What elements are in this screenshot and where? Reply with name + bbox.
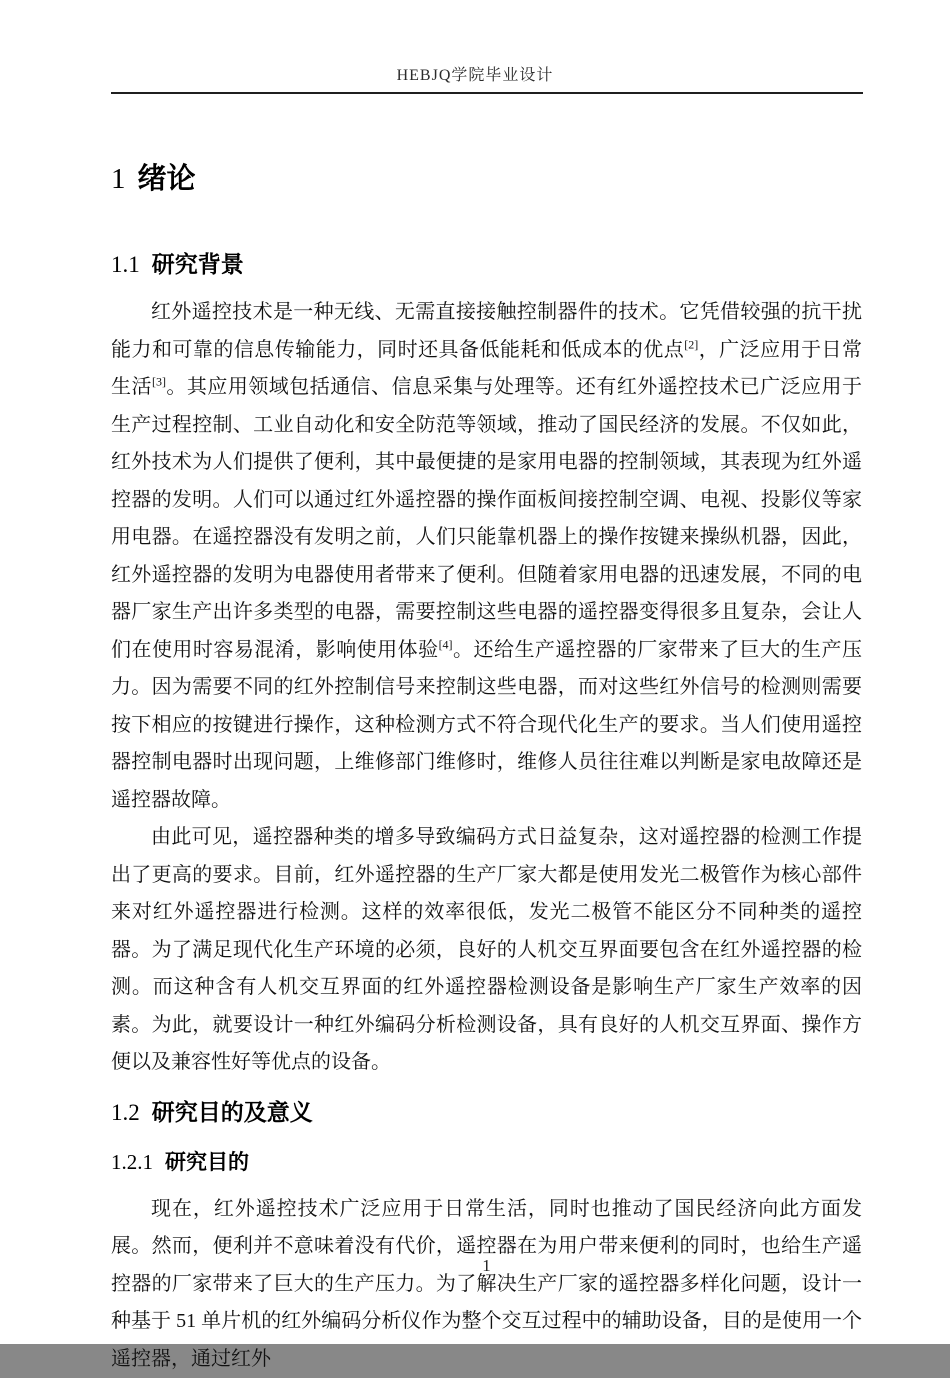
subsection-number-1-2-1: 1.2.1: [111, 1150, 153, 1174]
document-body: [111, 162, 862, 1378]
chapter-title: 绪论: [138, 163, 196, 195]
citation-superscript: [4]: [439, 637, 453, 651]
paragraph-research-background-2: 由此可见，遥控器种类的增多导致编码方式日益复杂，这对遥控器的检测工作提出了更高的要求。目前，红外遥控器的生产厂家大都是使用发光二极管作为核心部件来对红外遥控器进行检测。这样的效率很低，发光二极管不能区分不同种类的遥控器。为了满足现代化生产环境的必须，良好的人机交互界面要包含在红外遥控器的检测。而这种含有人机交互界面的红外遥控器检测设备是影响生产厂家生产效率的因素。为此，就要设计一种红外编码分析检测设备，具有良好的人机交互界面、操作方便以及兼容性好等优点的设备。: [111, 819, 862, 1082]
paragraph-research-purpose-1: 现在，红外遥控技术广泛应用于日常生活，同时也推动了国民经济向此方面发展。然而，便利并不意味着没有代价，遥控器在为用户带来便利的同时，也给生产遥控器的厂家带来了巨大的生产压力。为了解决生产厂家的遥控器多样化问题，设计一种基于 51 单片机的红外编码分析仪作为整个交互过程中的辅助设备，目的是使用一个遥控器，通过红外: [111, 1191, 862, 1378]
section-heading-1-2: [111, 1098, 862, 1127]
section-number-1-1: 1.1: [111, 252, 140, 277]
chapter-number: 1: [111, 163, 126, 195]
paragraph-research-background-1: 红外遥控技术是一种无线、无需直接接触控制器件的技术。它凭借较强的抗干扰能力和可靠的信息传输能力，同时还具备低能耗和低成本的优点[2]，广泛应用于日常生活[3]。其应用领域包括通信、信息采集与处理等。还有红外遥控技术已广泛应用于生产过程控制、工业自动化和安全防范等领域，推动了国民经济的发展。不仅如此，红外技术为人们提供了便利，其中最便捷的是家用电器的控制领域，其表现为红外遥控器的发明。人们可以通过红外遥控器的操作面板间接控制空调、电视、投影仪等家用电器。在遥控器没有发明之前，人们只能靠机器上的操作按键来操纵机器，因此，红外遥控器的发明为电器使用者带来了便利。但随着家用电器的迅速发展，不同的电器厂家生产出许多类型的电器，需要控制这些电器的遥控器变得很多且复杂，会让人们在使用时容易混淆，影响使用体验[4]。还给生产遥控器的厂家带来了巨大的生产压力。因为需要不同的红外控制信号来控制这些电器，而对这些红外信号的检测则需要按下相应的按键进行操作，这种检测方式不符合现代化生产的要求。当人们使用遥控器控制电器时出现问题，上维修部门维修时，维修人员往往难以判断是家电故障还是遥控器故障。: [111, 294, 862, 819]
section-heading-1-1: [111, 250, 862, 279]
subsection-heading-1-2-1: [111, 1149, 862, 1176]
header-rule: [111, 92, 863, 94]
section-title-1-1: 研究背景: [152, 251, 244, 277]
chapter-heading: [111, 162, 862, 196]
section-title-1-2: 研究目的及意义: [152, 1099, 313, 1125]
page-number: 1: [111, 1256, 862, 1276]
citation-superscript: [3]: [152, 374, 166, 388]
subsection-title-1-2-1: 研究目的: [165, 1151, 249, 1174]
citation-superscript: [2]: [684, 337, 698, 351]
section-number-1-2: 1.2: [111, 1100, 140, 1125]
running-header: HEBJQ学院毕业设计: [0, 0, 950, 85]
